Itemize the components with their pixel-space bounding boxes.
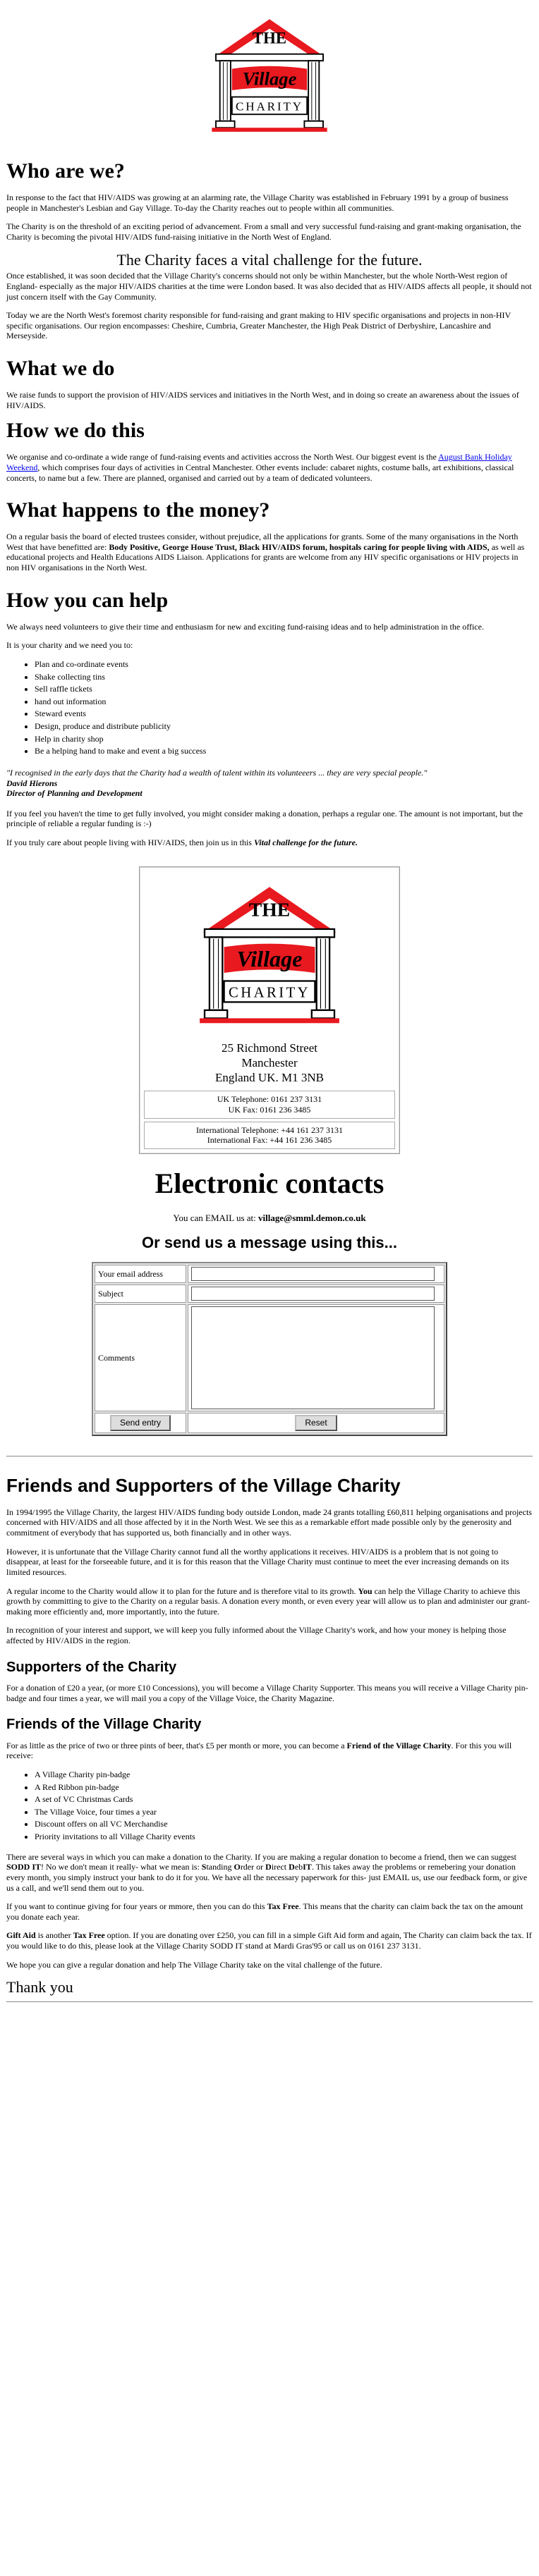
thank-you-text: Thank you (6, 1978, 73, 1997)
list-item: • Be a helping hand to make and event a big success (35, 746, 533, 756)
friends-subheading: Friends of the Village Charity (6, 1717, 202, 1733)
friends-paragraph-1: In 1994/1995 the Village Charity, the largest HIV/AIDS funding body outside London, made 24 grants totalling £60,811 helping organisations and projects concerned with HIV/AIDS and all those affected by it in the North West. We see this as a remarkable effort made possible only by the generosity and commitment of everybody that has supported us, both financially and in other ways. (6, 1507, 532, 1538)
supporters-heading: Supporters of the Charity (6, 1659, 177, 1675)
who-paragraph-3: Once established, it was soon decided that the Village Charity's concerns should not only be within Manchester, but the whole North-West region of England- especially as the major HIV/AIDS charities at the time were London based. It was also decided that as HIV/AIDS affects all people, it should not just concern itself with the Gay Community. (6, 271, 532, 302)
international-phone-box: International Telephone: +44 161 237 3131 International Fax: +44 161 236 3485 (144, 1122, 395, 1149)
friends-paragraph-2: However, it is unfortunate that the Village Charity cannot fund all the worthy applications it receives. HIV/AIDS is a problem that is not going to disappear, at least for the forseeable future, and it is for this reason that the Village Charity must continue to meet the ever increasing demands on its limited resources. (6, 1546, 509, 1577)
friends-benefits-list (6, 1770, 533, 1842)
how-paragraph: We organise and co-ordinate a wide range of fund-raising events and activities accross the North West. Our biggest event is the August Bank Holiday Weekend, which comprises four days of activities in Central Manchester. Other events include: cabaret nights, costume balls, art exhibitions, classical concerts, to name but a few. There are planned, organised and carried out by a team of dedicated volunteers. (6, 452, 514, 483)
email-field-label: Your email address (95, 1265, 186, 1283)
send-entry-button[interactable]: Send entry (110, 1415, 171, 1431)
quote-author: David Hierons (6, 778, 58, 788)
friends-paragraph-4: In recognition of your interest and support, we will keep you fully informed about the Village Charity's work, and how your money is helping those affected by HIV/AIDS in the region. (6, 1625, 507, 1646)
subject-field[interactable] (191, 1287, 435, 1301)
list-item: • Plan and co-ordinate events (35, 659, 533, 670)
friends-paragraph-3: A regular income to the Charity would allow it to plan for the future and is therefore vital to its growth. You can help the Village Charity to achieve this growth by committing to give to the Charity on a regular basis. A donation every month, or even every year will allow us to plan and administer our grant-making more efficiently and, more importantly, into the future. (6, 1586, 530, 1617)
tax-free-paragraph: If you want to continue giving for four years or mmore, then you can do this Tax Free. This means that the charity can claim back the tax on the amount you donate each year. (6, 1901, 523, 1922)
help-paragraph-1: We always need volunteers to give their time and enthusiasm for new and exciting fund-raising ideas and to help administration in the office. (6, 621, 484, 632)
list-item: • A set of VC Christmas Cards (35, 1794, 533, 1805)
list-item: • Discount offers on all VC Merchandise (35, 1819, 533, 1829)
logo-the-text: THE (248, 898, 291, 921)
feedback-form (92, 1262, 447, 1436)
who-heading: Who are we? (6, 159, 125, 183)
comments-textarea[interactable] (191, 1306, 435, 1409)
list-item: • A Village Charity pin-badge (35, 1770, 533, 1780)
quote-author-title: Director of Planning and Development (6, 788, 143, 799)
village-charity-logo (202, 10, 337, 144)
subject-field-label: Subject (95, 1284, 186, 1303)
who-paragraph-1: In response to the fact that HIV/AIDS was growing at an alarming rate, the Village Charity was established in February 1991 by a group of business people in Manchester's Lesbian and Gay Village. To-day the Charity reaches out to people within all communities. (6, 192, 509, 213)
how-heading: How we do this (6, 419, 145, 443)
village-charity-logo (186, 876, 353, 1038)
who-paragraph-4: Today we are the North West's foremost charity responsible for fund-raising and grant making to HIV specific organisations and projects in non-HIV specific organisations. Our region encompasses: Cheshire, Cumbria, Greater Manchester, the High Peak District of Derbyshire, Lancashire and Merseyside. (6, 310, 511, 341)
friends-benefits-intro: For as little as the price of two or three pints of beer, that's £5 per month or more, you can become a Friend of the Village Charity. For this you will receive: (6, 1740, 512, 1761)
challenge-heading: The Charity faces a vital challenge for the future. (116, 250, 423, 269)
list-item: • Sell raffle tickets (35, 684, 533, 694)
friends-heading: Friends and Supporters of the Village Charity (6, 1475, 401, 1497)
help-heading: How you can help (6, 588, 169, 612)
money-heading: What happens to the money? (6, 498, 270, 522)
address-box (139, 866, 400, 1154)
closing-paragraph: We hope you can give a regular donation and help The Village Charity take on the vital challenge of the future. (6, 1959, 382, 1970)
list-item: • Design, produce and distribute publicity (35, 721, 533, 732)
reset-button[interactable]: Reset (295, 1415, 337, 1431)
what-paragraph: We raise funds to support the provision of HIV/AIDS services and initiatives in the North West, and in doing so create an awareness about the issues of HIV/AIDS. (6, 390, 519, 410)
bank-holiday-link[interactable]: August Bank Holiday Weekend (6, 452, 512, 472)
logo-the-text: THE (252, 29, 287, 47)
divider (6, 2001, 533, 2003)
email-address[interactable]: village@smml.demon.co.uk (258, 1212, 366, 1223)
help-paragraph-4: If you truly care about people living with HIV/AIDS, then join us in this Vital challenge for the future. (6, 838, 358, 848)
what-heading: What we do (6, 357, 115, 381)
volunteer-list (6, 659, 533, 756)
logo-charity-text: CHARITY (228, 985, 311, 1001)
list-item: • hand out information (35, 697, 533, 707)
list-item: • Help in charity shop (35, 734, 533, 744)
gift-aid-paragraph: Gift Aid is another Tax Free option. If you are donating over £250, you can fill in a simple Gift Aid form and again, The Charity can claim back the tax. If you would like to do this, please look at the Village Charity SODD IT stand at Mardi Gras'95 or call us on 0161 237 3131. (6, 1930, 532, 1951)
supporters-paragraph: For a donation of £20 a year, (or more £10 Concessions), you will become a Village Charity Supporter. This means you will receive a Village Charity pin-badge and four times a year, we will mail you a copy of the Village Voice, the Charity Magazine. (6, 1683, 528, 1703)
money-paragraph: On a regular basis the board of elected trustees consider, without prejudice, all the applications for grants. Some of the many organisations in the North West that have benefitted are: Body Positive, George House Trust, Black HIV/AIDS forum, hospitals caring for people living with AIDS, as well as educational projects and Health Educations AIDS Liaison. Applications for grants are welcome from any HIV specific organisations or HIV projects in non HIV organisations in the North West. (6, 532, 525, 573)
help-paragraph-2: It is your charity and we need you to: (6, 640, 133, 651)
comments-field-label: Comments (95, 1304, 186, 1411)
volunteer-quote: "I recognised in the early days that the Charity had a wealth of talent within its volunteeers ... they are very special people." David Hierons Director of Planning and Development (6, 767, 428, 799)
help-paragraph-3: If you feel you haven't the time to get fully involved, you might consider making a donation, perhaps a regular one. The amount is not important, but the principle of reliable a regular funding is :-) (6, 808, 523, 829)
logo-charity-text: CHARITY (236, 99, 303, 114)
postal-address: 25 Richmond Street Manchester England UK. M1 3NB (215, 1041, 324, 1085)
logo-village-text: Village (236, 945, 303, 971)
list-item: • The Village Voice, four times a year (35, 1807, 533, 1817)
electronic-contacts-heading: Electronic contacts (155, 1167, 384, 1199)
email-line: You can EMAIL us at: village@smml.demon.co.uk (173, 1212, 366, 1223)
email-field[interactable] (191, 1267, 435, 1281)
list-item: • Priority invitations to all Village Charity events (35, 1832, 533, 1842)
uk-phone-box: UK Telephone: 0161 237 3131 UK Fax: 0161 236 3485 (144, 1091, 395, 1118)
send-message-heading: Or send us a message using this... (142, 1233, 397, 1251)
list-item: • A Red Ribbon pin-badge (35, 1782, 533, 1793)
who-paragraph-2: The Charity is on the threshold of an exciting period of advancement. From a small and very successful fund-raising and grant-making organisation, the Charity is becoming the pivotal HIV/AIDS fund-raising initiative in the North West of England. (6, 221, 521, 242)
list-item: • Shake collecting tins (35, 672, 533, 682)
list-item: • Steward events (35, 709, 533, 719)
logo-village-text: Village (242, 68, 297, 90)
sodd-it-paragraph: There are several ways in which you can make a donation to the Charity. If you are making a regular donation to become a friend, then we can suggest SODD IT! No we don't mean it really- what we mean is: Standing Order or Direct DebIT. This takes away the problems or remebering your donation every month, you simply instruct your bank to do it for you. We have all the necessary paperwork for this- just EMAIL us, use our feedback form, or give us a call, and we'll send them out to you. (6, 1851, 528, 1893)
